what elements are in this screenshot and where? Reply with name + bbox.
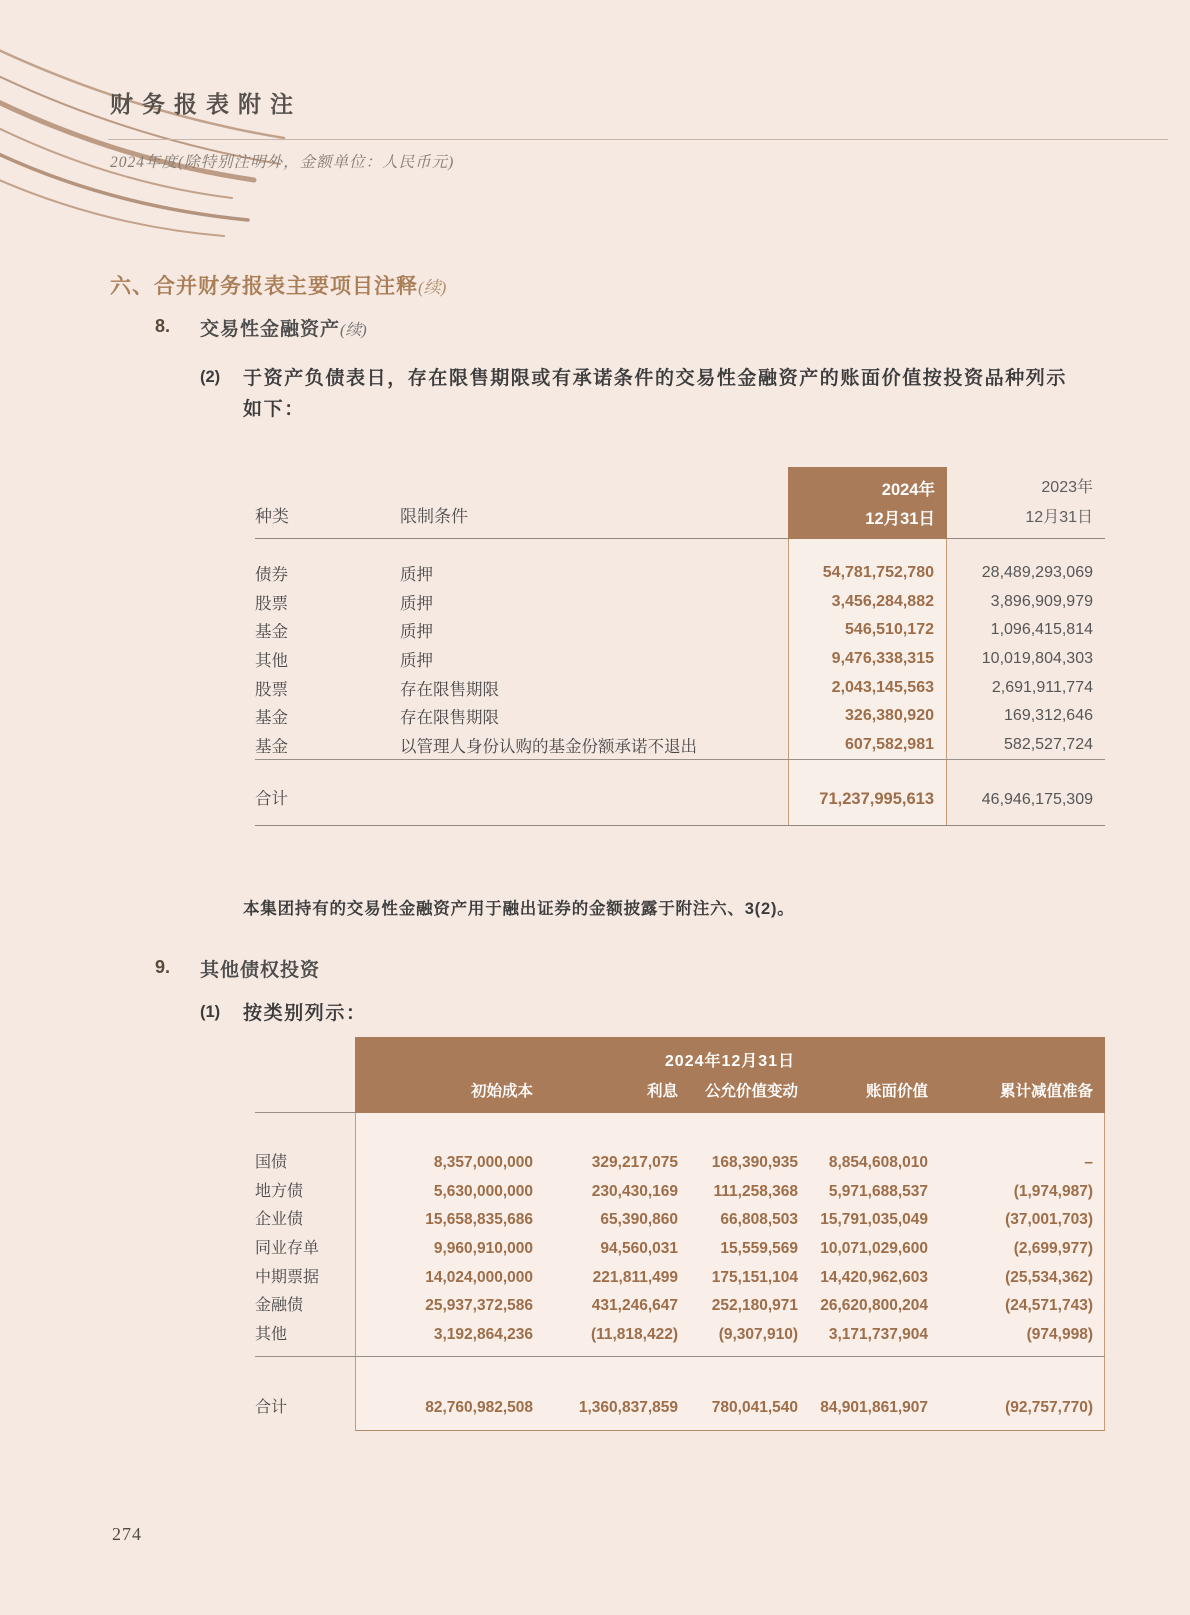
cell-label: 企业债 — [255, 1211, 304, 1229]
cell-fair-value: (9,307,910) — [718, 1326, 798, 1344]
cell-impairment: (974,998) — [1026, 1326, 1093, 1344]
table2-header-interest: 利息 — [646, 1083, 678, 1100]
cell-2023-value: 10,019,804,303 — [981, 650, 1093, 668]
table2-total-row — [255, 1393, 1105, 1423]
note8-text: 本集团持有的交易性金融资产用于融出证券的金额披露于附注六、3(2)。 — [243, 900, 795, 918]
table2-total-separator — [255, 1356, 1105, 1357]
total-interest: 1,360,837,859 — [578, 1399, 678, 1416]
cell-cost: 25,937,372,586 — [425, 1297, 533, 1315]
cell-carrying: 26,620,800,204 — [820, 1297, 928, 1315]
table2-header-fair-value: 公允价值变动 — [704, 1083, 798, 1100]
cell-condition: 质押 — [400, 566, 433, 585]
para1-text: 按类别列示： — [243, 1003, 367, 1024]
cell-cost: 8,357,000,000 — [433, 1154, 533, 1171]
cell-2023-value: 3,896,909,979 — [990, 592, 1093, 610]
section-heading-text: 六、合并财务报表主要项目注释 — [110, 275, 418, 298]
cell-2023-value: 28,489,293,069 — [981, 564, 1093, 582]
cell-impairment: (24,571,743) — [1005, 1297, 1093, 1315]
cell-impairment: – — [1084, 1154, 1093, 1171]
cell-interest: 431,246,647 — [591, 1297, 678, 1315]
cell-condition: 存在限售期限 — [400, 709, 499, 728]
cell-fair-value: 175,151,104 — [711, 1268, 798, 1286]
cell-cost: 9,960,910,000 — [433, 1240, 533, 1258]
cell-2024-value: 546,510,172 — [788, 616, 947, 645]
table2-rows — [255, 1149, 1105, 1350]
table-row — [255, 588, 1105, 617]
cell-interest: 94,560,031 — [600, 1240, 678, 1258]
cell-2024-value: 326,380,920 — [788, 702, 947, 731]
cell-impairment: (2,699,977) — [1013, 1240, 1093, 1258]
cell-2024-value: 54,781,752,780 — [788, 559, 947, 588]
cell-fair-value: 66,808,503 — [720, 1211, 798, 1229]
table-row — [255, 1235, 1105, 1264]
cell-label: 金融债 — [255, 1297, 304, 1315]
table-row — [255, 616, 1105, 645]
item8-title — [200, 314, 367, 341]
cell-impairment: (25,534,362) — [1005, 1268, 1093, 1286]
table2-label-rule — [255, 1112, 355, 1113]
cell-fair-value: 15,559,569 — [720, 1240, 798, 1258]
table1-2024-date: 12月31日 — [865, 510, 935, 528]
table1-total-row — [255, 759, 1105, 826]
table-row — [255, 1292, 1105, 1321]
cell-carrying: 8,854,608,010 — [828, 1154, 928, 1171]
table1-2023-date: 12月31日 — [1025, 509, 1093, 526]
cell-impairment: (1,974,987) — [1013, 1182, 1093, 1200]
table-row — [255, 1321, 1105, 1350]
cell-2024-value: 9,476,338,315 — [788, 645, 947, 674]
table1-2024-year: 2024年 — [881, 481, 935, 499]
table1-spacer — [255, 539, 1105, 559]
cell-cost: 3,192,864,236 — [433, 1326, 533, 1344]
para2-text: 于资产负债表日，存在限售期限或有承诺条件的交易性金融资产的账面价值按投资品种列示如下： — [243, 368, 1068, 420]
cell-condition: 存在限售期限 — [400, 680, 499, 699]
total-impairment: (92,757,770) — [1005, 1399, 1093, 1416]
table-row — [255, 702, 1105, 731]
table2-column-headers — [255, 1079, 1105, 1105]
cell-2023-value: 1,096,415,814 — [990, 621, 1093, 639]
table2-header-carrying: 账面价值 — [865, 1083, 928, 1100]
table1-col-condition: 限制条件 — [400, 507, 468, 526]
cell-interest: 221,811,499 — [592, 1268, 678, 1286]
table1-col-2023 — [947, 455, 1105, 547]
title-divider — [108, 139, 1168, 140]
table-row — [255, 1178, 1105, 1207]
table-row — [255, 1264, 1105, 1293]
cell-kind: 其他 — [255, 652, 288, 671]
para2-number: (2) — [200, 368, 221, 386]
cell-interest: 65,390,860 — [600, 1211, 678, 1229]
table1-col-kind: 种类 — [255, 507, 289, 526]
table1-col-2024 — [788, 455, 947, 547]
cell-2024-value: 607,582,981 — [788, 731, 947, 760]
table-row — [255, 559, 1105, 588]
other-debt-investments-table — [255, 1037, 1105, 1432]
cell-fair-value: 252,180,971 — [711, 1297, 798, 1315]
table2-header-cost: 初始成本 — [470, 1083, 533, 1100]
cell-label: 中期票据 — [255, 1268, 320, 1286]
page-number: 274 — [112, 1524, 142, 1544]
table-row — [255, 673, 1105, 702]
cell-condition: 质押 — [400, 623, 433, 642]
cell-carrying: 15,791,035,049 — [820, 1211, 928, 1229]
table-row — [255, 1206, 1105, 1235]
cell-condition: 质押 — [400, 594, 433, 613]
table-row — [255, 731, 1105, 760]
page-subtitle: 2024年度(除特别注明外，金额单位：人民币元) — [110, 154, 455, 171]
cell-2024-value: 3,456,284,882 — [788, 588, 947, 617]
total-label: 合计 — [255, 1399, 288, 1416]
table1-header-row — [255, 455, 1105, 539]
cell-impairment: (37,001,703) — [1005, 1211, 1093, 1229]
para1-number: (1) — [200, 1003, 221, 1021]
cell-2024-value: 2,043,145,563 — [788, 673, 947, 702]
cell-interest: 329,217,075 — [591, 1154, 678, 1171]
total-carrying: 84,901,861,907 — [820, 1399, 928, 1416]
cell-label: 同业存单 — [255, 1240, 320, 1258]
cell-kind: 基金 — [255, 737, 288, 756]
total-cost: 82,760,982,508 — [425, 1399, 533, 1416]
cell-cost: 5,630,000,000 — [433, 1182, 533, 1200]
section-heading — [110, 270, 446, 300]
cell-interest: 230,430,169 — [591, 1182, 678, 1200]
table2-header-impairment: 累计减值准备 — [999, 1083, 1093, 1100]
cell-carrying: 14,420,962,603 — [820, 1268, 928, 1286]
cell-cost: 15,658,835,686 — [425, 1211, 533, 1229]
item8-title-suffix: (续) — [340, 322, 367, 339]
cell-kind: 股票 — [255, 680, 288, 699]
item8-title-text: 交易性金融资产 — [200, 319, 341, 340]
cell-condition: 质押 — [400, 652, 433, 671]
decorative-arcs — [0, 38, 292, 248]
cell-carrying: 3,171,737,904 — [828, 1326, 928, 1344]
cell-kind: 债券 — [255, 566, 288, 585]
cell-kind: 基金 — [255, 709, 288, 728]
cell-label: 其他 — [255, 1326, 288, 1344]
page-title: 财务报表附注 — [110, 92, 302, 117]
item8-number: 8. — [155, 316, 171, 336]
cell-kind: 股票 — [255, 594, 288, 613]
cell-label: 地方债 — [255, 1182, 304, 1200]
cell-interest: (11,818,422) — [590, 1326, 678, 1344]
restricted-assets-table — [255, 455, 1105, 826]
item9-title-text: 其他债权投资 — [200, 960, 321, 981]
cell-2023-value: 2,691,911,774 — [991, 678, 1093, 696]
cell-kind: 基金 — [255, 623, 288, 642]
total-label: 合计 — [255, 790, 288, 809]
table1-2024-header-box — [788, 467, 947, 547]
cell-2023-value: 169,312,646 — [1004, 707, 1093, 725]
section-heading-suffix: (续) — [418, 278, 447, 297]
total-fair-value: 780,041,540 — [711, 1399, 798, 1416]
cell-fair-value: 168,390,935 — [711, 1154, 798, 1171]
cell-cost: 14,024,000,000 — [425, 1268, 533, 1286]
cell-condition: 以管理人身份认购的基金份额承诺不退出 — [400, 737, 697, 756]
table-row — [255, 1149, 1105, 1178]
item9-number: 9. — [155, 957, 171, 977]
total-2023-value: 46,946,175,309 — [981, 791, 1093, 809]
total-2024-value: 71,237,995,613 — [788, 760, 947, 825]
cell-fair-value: 111,258,368 — [713, 1182, 798, 1200]
table1-2023-year: 2023年 — [1041, 479, 1093, 496]
item9-title — [200, 955, 320, 982]
cell-carrying: 5,971,688,537 — [828, 1182, 928, 1200]
cell-carrying: 10,071,029,600 — [820, 1240, 928, 1258]
cell-2023-value: 582,527,724 — [1004, 735, 1093, 753]
cell-label: 国债 — [255, 1154, 288, 1171]
table2-band-title: 2024年12月31日 — [664, 1053, 796, 1070]
table-row — [255, 645, 1105, 674]
